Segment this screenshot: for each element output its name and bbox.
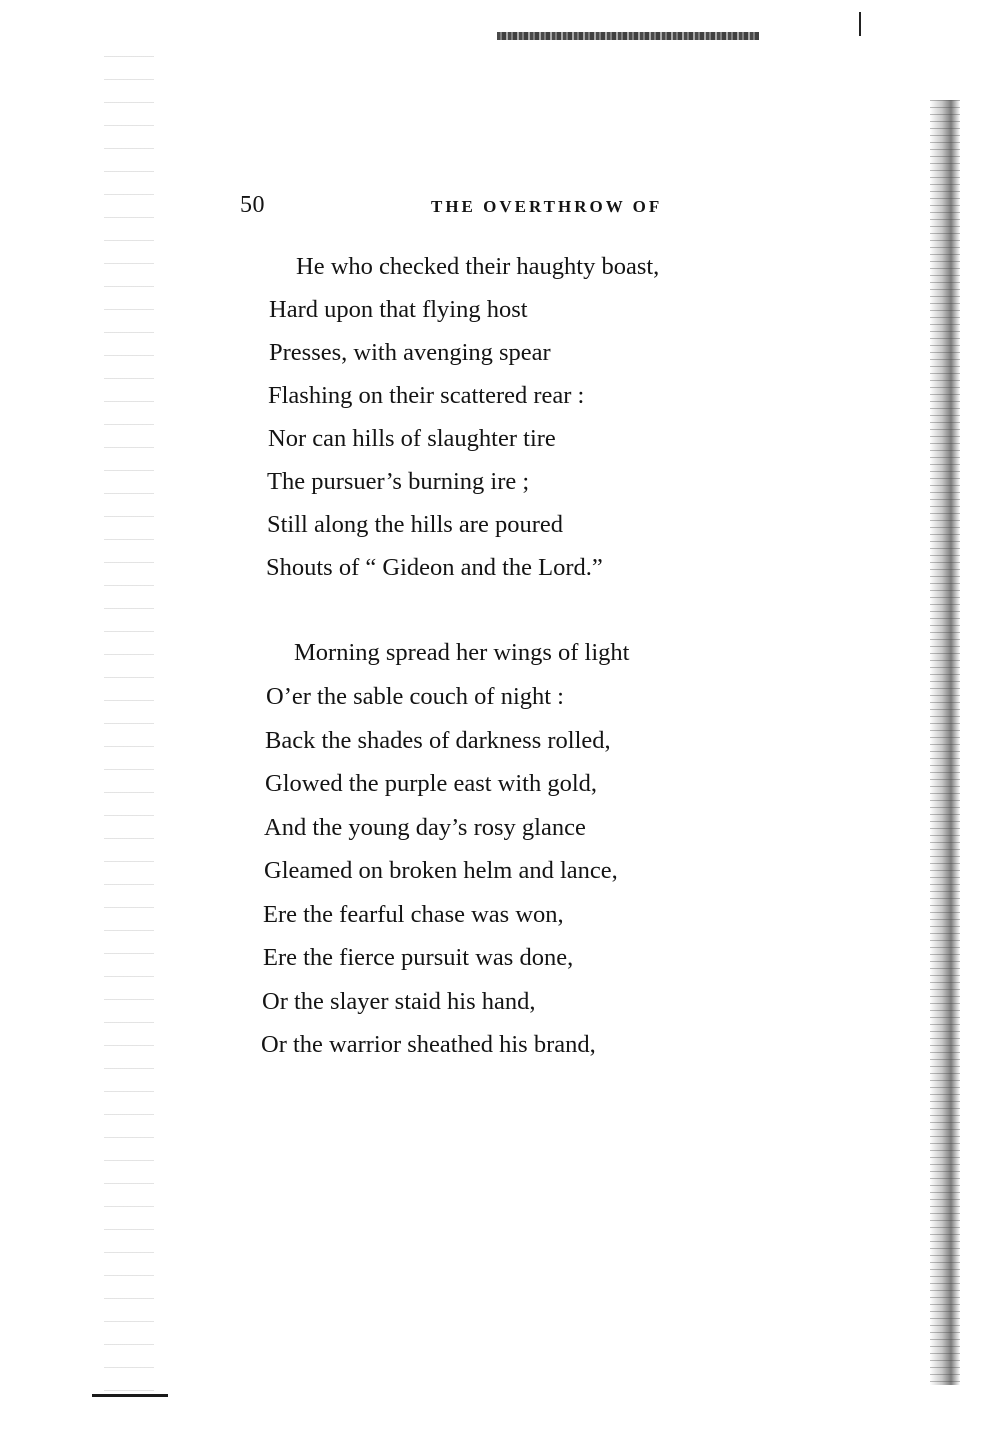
scan-artifact-line [92, 1394, 168, 1397]
verse-line: O’er the sable couch of night : [266, 683, 564, 710]
verse-line: The pursuer’s burning ire ; [267, 468, 530, 495]
verse-line: He who checked their haughty boast, [296, 253, 660, 280]
verse-line: Shouts of “ Gideon and the Lord.” [266, 554, 603, 581]
verse-line: Or the warrior sheathed his brand, [261, 1031, 596, 1058]
verse-line: Ere the fearful chase was won, [263, 901, 564, 928]
scan-artifact-bar [497, 32, 759, 40]
verse-line: Flashing on their scattered rear : [268, 382, 585, 409]
verse-line: Morning spread her wings of light [294, 639, 630, 666]
verse-line: Nor can hills of slaughter tire [268, 425, 556, 452]
verse-line: Ere the fierce pursuit was done, [263, 944, 574, 971]
verse-line: Back the shades of darkness rolled, [265, 727, 611, 754]
verse-line: Glowed the purple east with gold, [265, 770, 598, 797]
running-head: THE OVERTHROW OF [431, 197, 663, 216]
verse-line: Or the slayer staid his hand, [262, 988, 536, 1015]
verse-line: Gleamed on broken helm and lance, [264, 857, 618, 884]
verse-line: Presses, with avenging spear [269, 339, 551, 366]
page-number: 50 [240, 192, 265, 218]
verse-line: Still along the hills are poured [267, 511, 563, 538]
verse-line: And the young day’s rosy glance [264, 814, 586, 841]
scan-left-edge [104, 40, 154, 1400]
verse-line: Hard upon that flying host [269, 296, 528, 323]
scan-right-edge [930, 100, 960, 1385]
scan-artifact-mark [859, 12, 861, 36]
page-header [0, 192, 1000, 222]
